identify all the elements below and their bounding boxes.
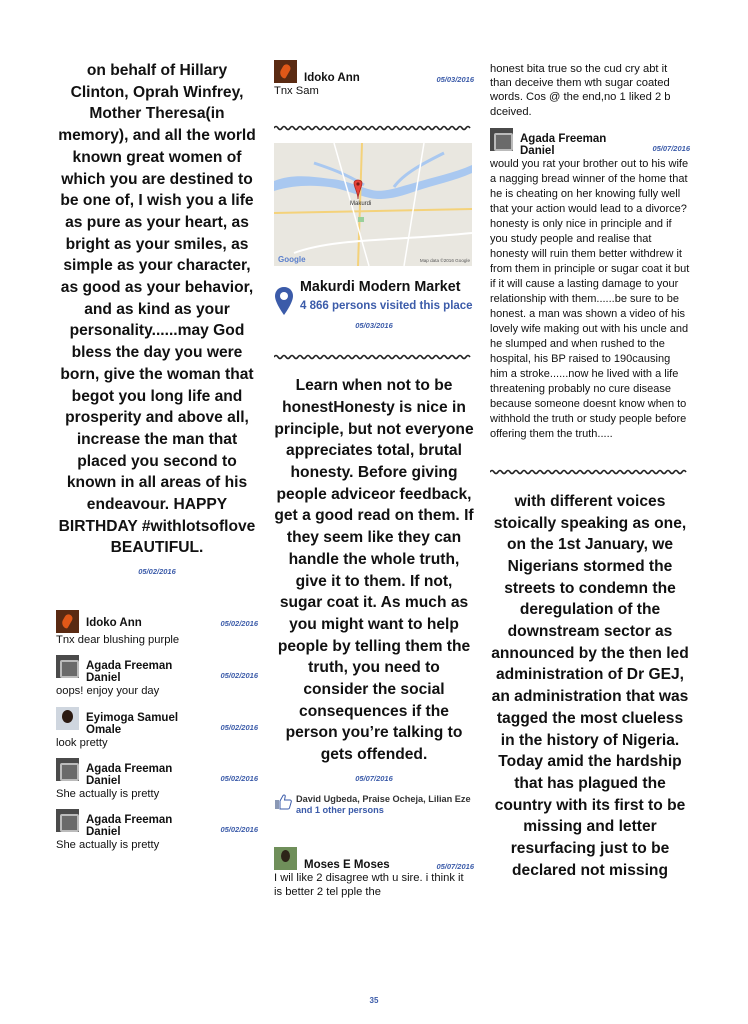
comment	[56, 758, 258, 801]
place-card	[274, 278, 474, 313]
comment-text: She actually is pretty	[56, 838, 160, 851]
wavy-divider	[490, 468, 688, 476]
comments-list	[56, 610, 258, 852]
likes-row	[274, 794, 474, 817]
place-visits: 4 866 persons visited this place	[300, 300, 473, 313]
avatar	[56, 809, 79, 832]
comment-text: Tnx Sam	[274, 85, 319, 97]
avatar	[56, 758, 79, 781]
avatar	[274, 60, 297, 83]
map-city-label: Makurdi	[350, 201, 372, 208]
avatar	[56, 707, 79, 730]
avatar	[56, 655, 79, 678]
comment	[56, 809, 258, 852]
comment-author: Idoko Ann	[86, 617, 142, 630]
column-middle	[274, 0, 474, 907]
comment-date: 05/02/2016	[220, 671, 258, 681]
comment-text: She actually is pretty	[56, 787, 160, 800]
comment	[56, 655, 258, 698]
comment-text: oops! enjoy your day	[56, 685, 160, 698]
honesty-post-text: Learn when not to be honestHonesty is nice in principle, but not everyone appreciates total, brutal honesty. Before giving people adviceor feedback, get a good read on them. If they seem like they can handle the whole truth, give it to them. If not, sugar coat it. As much as you might want to help people by telling them the truth, you need to consider the social consequences if the person you’re talking to gets offended.	[274, 377, 474, 764]
location-pin-icon	[274, 278, 300, 313]
comment-date: 05/03/2016	[436, 75, 474, 84]
google-logo: Google	[278, 255, 306, 265]
comment-text: look pretty	[56, 736, 108, 749]
comment	[56, 707, 258, 750]
comment-date: 05/02/2016	[220, 722, 258, 732]
comment	[56, 610, 258, 647]
avatar	[56, 610, 79, 633]
place-date: 05/03/2016	[355, 321, 393, 331]
wavy-divider	[274, 353, 472, 361]
page-number: 35	[369, 996, 379, 1005]
comment-author: Agada Freeman Daniel	[520, 132, 607, 157]
column-right	[490, 0, 690, 881]
map-drawing	[274, 143, 472, 266]
comment-author: Agada Freeman Daniel	[86, 813, 173, 838]
comment	[490, 128, 690, 442]
map-credit: Map data ©2016 Google	[419, 258, 470, 264]
comment-author: Agada Freeman Daniel	[86, 762, 173, 787]
comment-text: would you rat your brother out to his wife a nagging bread winner of the home that he is cheating on her knowing fully well that your action would lead to a divorce? honesty is only nice in principle and if you study people and realise that honesty will ruin them better withdrew it from them in principle or sugar coat it but if it will cause a lasting damage to your relationship with them......be sure to be honest. a man was shown a video of his lovely wife making out with his uncle and he slumped and when rushed to the hospital, his BP raised to 190causing him a stroke......now he lived with a life threatening probably no cure disease because someone doesnt know when to withhold the truth or study people before offering them the truth.....	[490, 157, 690, 440]
comment-text: I wil like 2 disagree wth u sire. i think it is better 2 tel pple the	[274, 871, 464, 899]
avatar	[490, 128, 513, 151]
location-map[interactable]	[274, 143, 472, 266]
comment-author: Idoko Ann	[304, 72, 360, 84]
comment-author: Eyimoga Samuel Omale	[86, 711, 179, 736]
comment-date: 05/07/2016	[436, 861, 474, 871]
comment-date: 05/07/2016	[652, 143, 690, 153]
avatar	[274, 847, 297, 870]
likes-names[interactable]: David Ugbeda, Praise Ocheja, Lilian Eze	[296, 793, 471, 804]
comment-text: Tnx dear blushing purple	[56, 634, 180, 647]
likes-more-link[interactable]: and 1 other persons	[296, 805, 384, 816]
wavy-divider	[274, 124, 472, 132]
column-left	[56, 0, 258, 860]
protest-post-text: with different voices stoically speaking as one, on the 1st January, we Nigerians stormed the streets to condemn the deregulation of the downstream sector as announced by the then led administration of Dr GEJ, an administration that was tagged the most clueless in the history of Nigeria. Today amid the hardship that has plagued the country with its first to be missing and letter resurfacing just to be declared not missing	[491, 492, 689, 879]
birthday-post-text: on behalf of Hillary Clinton, Oprah Winfrey, Mother Theresa(in memory), and all the world known great women of which you are destined to be one of, I wish you a life as pure as your heart, as bright as your smiles, as simple as your character, as good as your behavior, and as kind as your personality......may God bless the day you were born, give the woman that begot you long life and prosperity and above all, increase the man that placed you second to known in all areas of his endeavour. HAPPY BIRTHDAY #withlotsoflove BEAUTIFUL.	[58, 62, 256, 557]
comment-date: 05/02/2016	[220, 824, 258, 834]
post-date: 05/02/2016	[138, 567, 176, 577]
post-date: 05/07/2016	[355, 773, 393, 783]
thumbs-up-icon	[274, 794, 296, 814]
continued-comment-text: honest bita true so the cud cry abt it than deceive them wth sugar coated words. Cos @ the end,no 1 liked 2 b dceived.	[490, 63, 671, 118]
comment	[274, 847, 474, 899]
comment-date: 05/02/2016	[220, 773, 258, 783]
comment-author: Agada Freeman Daniel	[86, 660, 173, 685]
comment-author: Moses E Moses	[304, 858, 390, 871]
comment-date: 05/02/2016	[220, 619, 258, 629]
place-name[interactable]: Makurdi Modern Market	[300, 279, 461, 296]
comment	[274, 60, 474, 98]
